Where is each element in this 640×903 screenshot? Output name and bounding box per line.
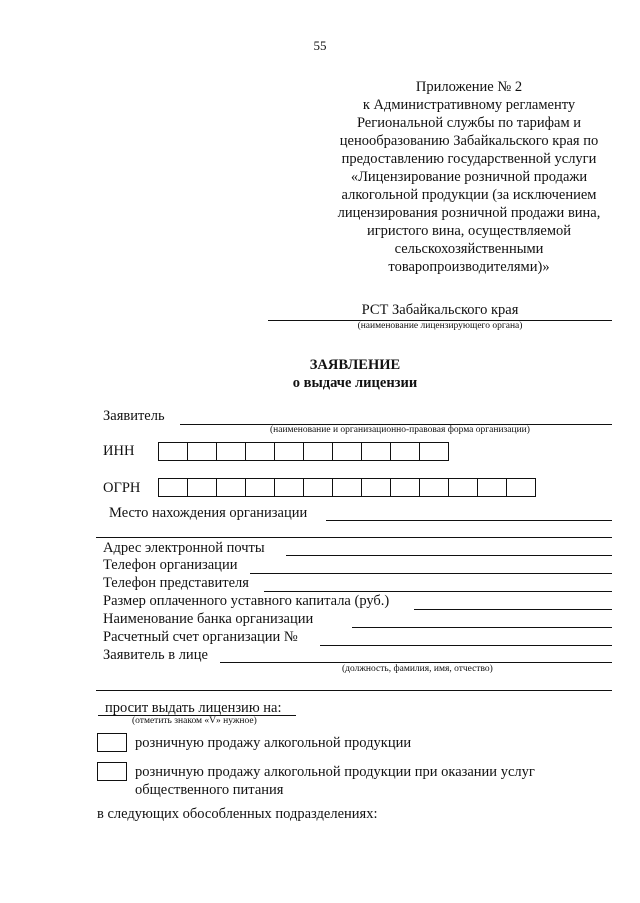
option-catering-checkbox[interactable]	[97, 762, 127, 781]
ogrn-cell[interactable]	[332, 478, 362, 497]
appendix-line: лицензирования розничной продажи вина,	[337, 205, 601, 221]
appendix-line: «Лицензирование розничной продажи	[350, 169, 588, 185]
licensing-body-hint: (наименование лицензирующего органа)	[357, 321, 523, 331]
request-hint: (отметить знаком «V» нужное)	[132, 716, 257, 726]
email-label: Адрес электронной почты	[103, 540, 265, 556]
title-line-1: ЗАЯВЛЕНИЕ	[309, 357, 401, 373]
request-label: просит выдать лицензию на:	[105, 700, 282, 716]
appendix-line: к Административному регламенту	[362, 97, 576, 113]
appendix-line: товаропроизводителями)»	[388, 259, 550, 275]
person-hint: (должность, фамилия, имя, отчество)	[342, 664, 493, 674]
bank-field[interactable]	[352, 627, 612, 628]
inn-cell[interactable]	[245, 442, 275, 461]
title-line-2: о выдаче лицензии	[292, 375, 418, 391]
ogrn-label: ОГРН	[103, 480, 141, 496]
ogrn-cell[interactable]	[506, 478, 536, 497]
option-retail-checkbox[interactable]	[97, 733, 127, 752]
ogrn-cell[interactable]	[390, 478, 420, 497]
applicant-label: Заявитель	[103, 408, 165, 424]
account-field[interactable]	[320, 645, 612, 646]
inn-cell[interactable]	[361, 442, 391, 461]
appendix-line: игристого вина, осуществляемой	[366, 223, 572, 239]
person-field[interactable]	[220, 662, 612, 663]
location-field[interactable]	[326, 520, 612, 521]
applicant-hint: (наименование и организационно-правовая форма организации)	[270, 425, 530, 435]
inn-label: ИНН	[103, 443, 135, 459]
ogrn-cell[interactable]	[274, 478, 304, 497]
appendix-line: предоставлению государственной услуги	[341, 151, 597, 167]
page-number: 55	[313, 38, 327, 53]
org-phone-label: Телефон организации	[103, 557, 238, 573]
appendix-line: Региональной службы по тарифам и	[356, 115, 582, 131]
account-label: Расчетный счет организации №	[103, 629, 298, 645]
appendix-line: алкогольной продукции (за исключением	[341, 187, 597, 203]
ogrn-cells[interactable]	[158, 478, 535, 497]
capital-field[interactable]	[414, 609, 612, 610]
inn-cell[interactable]	[158, 442, 188, 461]
appendix-heading	[320, 78, 618, 276]
rep-phone-field[interactable]	[264, 591, 612, 592]
ogrn-cell[interactable]	[361, 478, 391, 497]
capital-label: Размер оплаченного уставного капитала (руб.)	[103, 593, 390, 609]
rep-phone-label: Телефон представителя	[103, 575, 249, 591]
option-catering-label-line2: общественного питания	[135, 782, 284, 798]
location-field-continuation[interactable]	[96, 537, 612, 538]
bank-label: Наименование банка организации	[103, 611, 314, 627]
ogrn-cell[interactable]	[303, 478, 333, 497]
inn-cell[interactable]	[419, 442, 449, 461]
inn-cells[interactable]	[158, 442, 448, 461]
inn-cell[interactable]	[274, 442, 304, 461]
inn-cell[interactable]	[303, 442, 333, 461]
inn-cell[interactable]	[332, 442, 362, 461]
inn-cell[interactable]	[216, 442, 246, 461]
appendix-line: сельскохозяйственными	[394, 241, 544, 257]
option-catering-label-line1: розничную продажу алкогольной продукции при оказании услуг	[135, 764, 535, 780]
ogrn-cell[interactable]	[245, 478, 275, 497]
org-phone-field[interactable]	[250, 573, 612, 574]
ogrn-cell[interactable]	[187, 478, 217, 497]
person-label: Заявитель в лице	[103, 647, 208, 663]
ogrn-cell[interactable]	[477, 478, 507, 497]
ogrn-cell[interactable]	[216, 478, 246, 497]
ogrn-cell[interactable]	[448, 478, 478, 497]
appendix-line: Приложение № 2	[415, 79, 523, 95]
document-title	[0, 356, 640, 392]
inn-cell[interactable]	[390, 442, 420, 461]
email-field[interactable]	[286, 555, 612, 556]
location-label: Место нахождения организации	[109, 505, 308, 521]
ogrn-cell[interactable]	[419, 478, 449, 497]
appendix-line: ценообразованию Забайкальского края по	[339, 133, 599, 149]
ogrn-cell[interactable]	[158, 478, 188, 497]
subdivisions-label: в следующих обособленных подразделениях:	[97, 806, 378, 822]
person-field-continuation[interactable]	[96, 690, 612, 691]
inn-cell[interactable]	[187, 442, 217, 461]
licensing-body-value: РСТ Забайкальского края	[361, 302, 519, 318]
option-retail-label: розничную продажу алкогольной продукции	[135, 735, 412, 751]
